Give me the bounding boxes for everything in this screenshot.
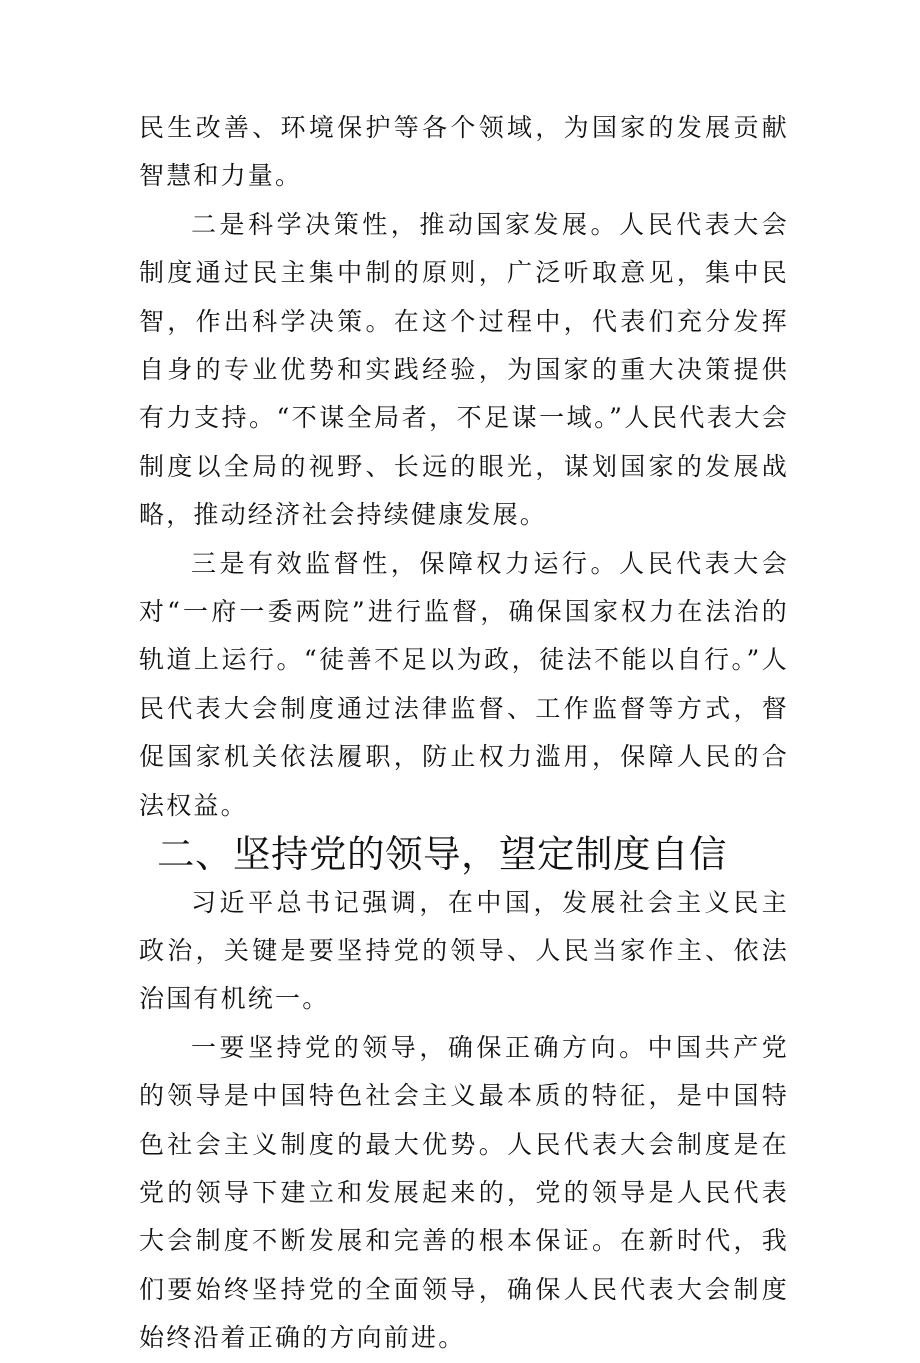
body-paragraph-effective-supervision: 三是有效监督性，保障权力运行。人民代表大会对“一府一委两院”进行监督，确保国家权力在法治的轨道上运行。“徒善不足以为政，徒法不能以自行。”人民代表大会制度通过法律监督、工作监督等方式，督促国家机关依法履职，防止权力滥用，保障人民的合法权益。 [139,548,789,820]
body-paragraph-xi-emphasis: 习近平总书记强调，在中国，发展社会主义民主政治，关键是要坚持党的领导、人民当家作主、依法治国有机统一。 [139,887,789,1014]
body-paragraph-continued: 民生改善、环境保护等各个领域，为国家的发展贡献智慧和力量。 [139,113,789,191]
section-heading-party-leadership: 二、坚持党的领导，望定制度自信 [157,832,727,877]
body-paragraph-party-direction: 一要坚持党的领导，确保正确方向。中国共产党的领导是中国特色社会主义最本质的特征，是中国特色社会主义制度的最大优势。人民代表大会制度是在党的领导下建立和发展起来的，党的领导是人民代表大会制度不断发展和完善的根本保证。在新时代，我们要始终坚持党的全面领导，确保人民代表大会制度始终沿着正确的方向前进。 [139,1032,789,1353]
document-body [139,104,789,1363]
body-paragraph-scientific-decision: 二是科学决策性，推动国家发展。人民代表大会制度通过民主集中制的原则，广泛听取意见，集中民智，作出科学决策。在这个过程中，代表们充分发挥自身的专业优势和实践经验，为国家的重大决策提供有力支持。“不谋全局者，不足谋一域。”人民代表大会制度以全局的视野、长远的眼光，谋划国家的发展战略，推动经济社会持续健康发展。 [139,209,789,530]
